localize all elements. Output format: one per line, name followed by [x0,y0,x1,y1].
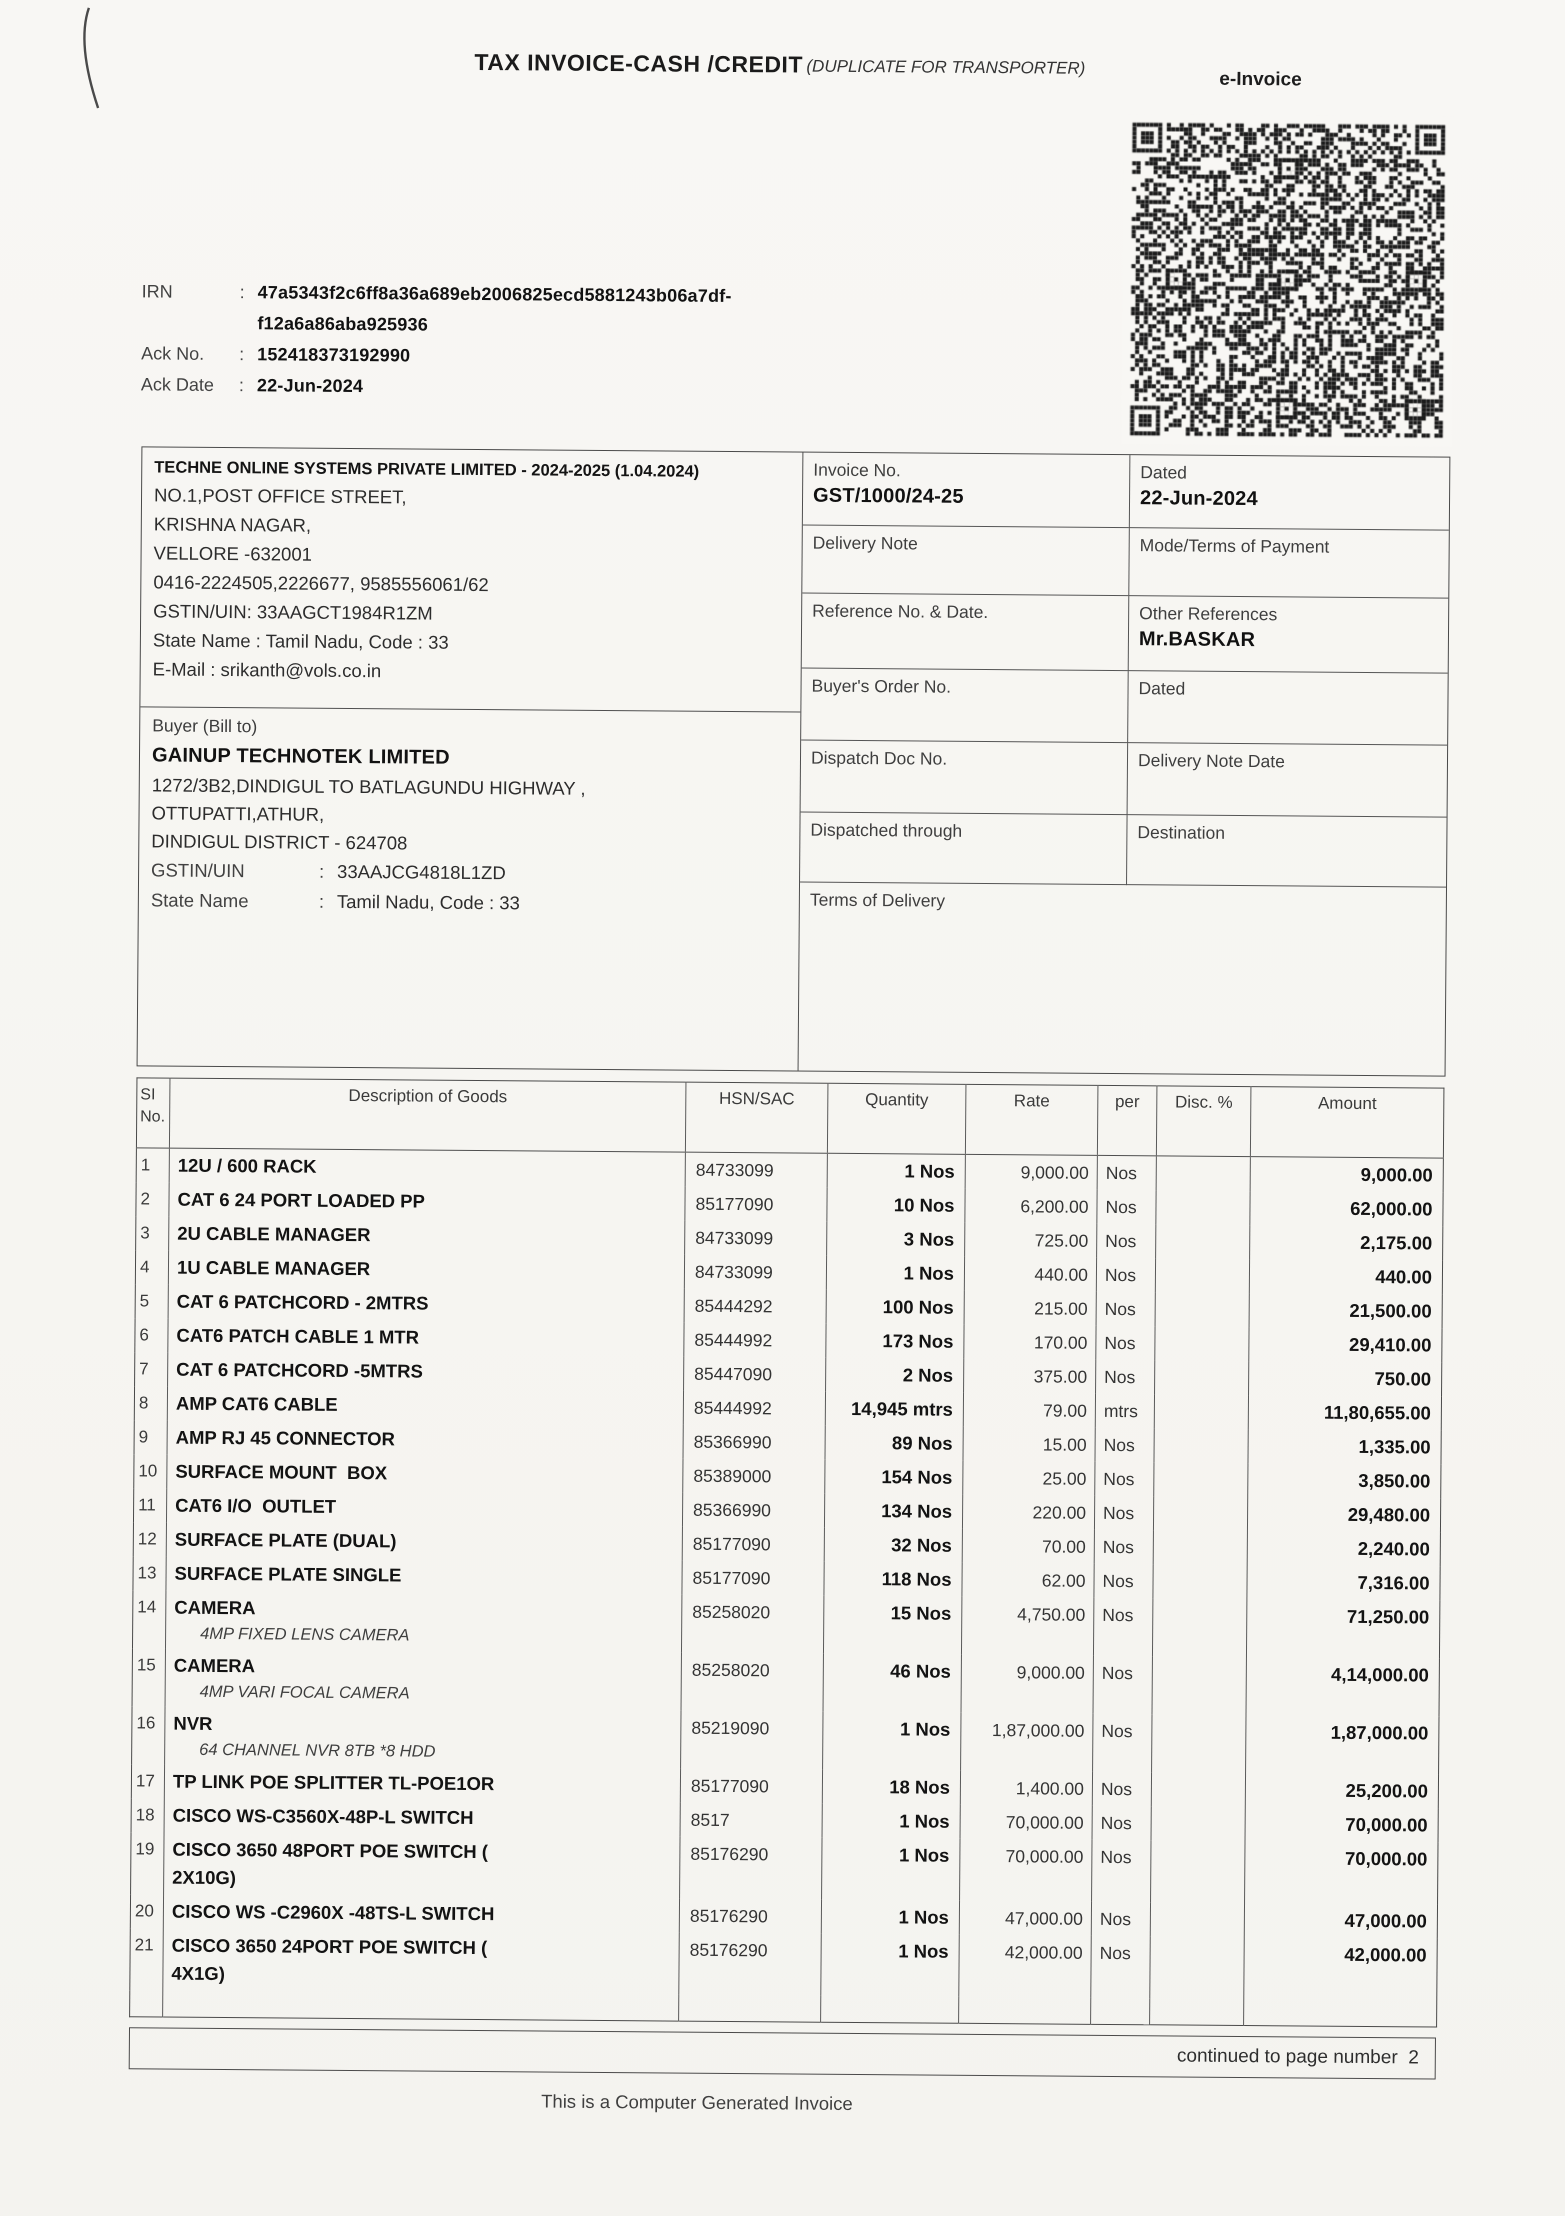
buyer-state-row [151,885,789,920]
colon: : [239,344,245,365]
duplicate-label: (DUPLICATE FOR TRANSPORTER) [806,56,1086,78]
buyer-address-line: DINDIGUL DISTRICT - 624708 [151,830,408,854]
table-row: 6 CAT6 PATCH CABLE 1 MTR 85444992 173 Nos 170.00 Nos 29,410.00 [135,1318,1442,1362]
einvoice-label: e-Invoice [1219,68,1302,91]
irn-block [141,276,732,405]
seller-state-line: State Name : Tamil Nadu, Code : 33 [152,629,449,653]
table-row: 3 2U CABLE MANAGER 84733099 3 Nos 725.00 Nos 2,175.00 [136,1216,1443,1260]
seller-address-line: KRISHNA NAGAR, [153,513,312,536]
header-quantity: Quantity [827,1083,966,1154]
items-table [129,1077,1444,2027]
table-row: 17 TP LINK POE SPLITTER TL-POE1OR 85177090 18 Nos 1,400.00 Nos 25,200.00 [131,1764,1438,1808]
page-title: TAX INVOICE-CASH /CREDIT [474,48,804,78]
meta-cell-invoice-no: Invoice No. GST/1000/24-25 [803,453,1130,529]
table-row: 20 CISCO WS -C2960X -48TS-L SWITCH 85176290 1 Nos 47,000.00 Nos 47,000.00 [130,1894,1437,1938]
seller-address-line: NO.1,POST OFFICE STREET, [153,484,407,508]
table-row: 19 CISCO 3650 48PORT POE SWITCH ( 2X10G) 85176290 1 Nos 70,000.00 Nos 70,000.00 [131,1832,1438,1904]
ack-no-label: Ack No. [141,343,205,364]
header-hsn: HSN/SAC [685,1082,828,1153]
table-row: 12 SURFACE PLATE (DUAL) 85177090 32 Nos 70.00 Nos 2,240.00 [133,1522,1440,1566]
meta-cell-delivery-note: Delivery Note [802,526,1129,597]
colon: : [318,890,325,912]
seller-email-line: E-Mail : srikanth@vols.co.in [152,658,382,682]
table-row: 14 CAMERA 4MP FIXED LENS CAMERA 85258020 15 Nos 4,750.00 Nos 71,250.00 [132,1590,1439,1658]
qr-code [1121,114,1454,447]
seller-gstin-line: GSTIN/UIN: 33AAGCT1984R1ZM [153,600,433,624]
pen-stroke [58,2,119,117]
buyer-address-line: 1272/3B2,DINDIGUL TO BATLAGUNDU HIGHWAY , [151,774,586,799]
seller-name: TECHNE ONLINE SYSTEMS PRIVATE LIMITED - 2024-2025 (1.04.2024) [154,458,700,481]
table-row: 5 CAT 6 PATCHCORD - 2MTRS 85444292 100 Nos 215.00 Nos 21,500.00 [135,1284,1442,1328]
colon: : [238,375,245,396]
table-row: 1 12U / 600 RACK 84733099 1 Nos 9,000.00 Nos 9,000.00 [136,1148,1443,1193]
buyer-section-label: Buyer (Bill to) [152,715,258,737]
ack-date-value: 22-Jun-2024 [256,375,364,397]
table-row: 8 AMP CAT6 CABLE 85444992 14,945 mtrs 79.00 mtrs 11,80,655.00 [134,1386,1441,1430]
irn-value-line2: f12a6a86aba925936 [257,313,429,335]
ack-no-row [141,338,731,374]
buyer-state-label: State Name [150,889,249,912]
party-column [138,447,803,1070]
table-row: 15 CAMERA 4MP VARI FOCAL CAMERA 85258020 46 Nos 9,000.00 Nos 4,14,000.00 [132,1648,1439,1716]
meta-cell-dispatch-doc: Dispatch Doc No. [801,741,1128,816]
items-section [128,1077,1445,2119]
meta-cell-terms-of-delivery: Terms of Delivery [809,889,946,911]
ack-no-value: 152418373192990 [257,344,411,366]
buyer-name: GAINUP TECHNOTEK LIMITED [151,744,450,769]
table-row: 11 CAT6 I/O OUTLET 85366990 134 Nos 220.00 Nos 29,480.00 [133,1488,1440,1532]
buyer-gstin-row [151,855,789,890]
upper-grid [137,446,1451,1076]
table-row: 18 CISCO WS-C3560X-48P-L SWITCH 8517 1 Nos 70,000.00 Nos 70,000.00 [131,1798,1438,1842]
meta-cell-reference: Reference No. & Date. [802,594,1129,672]
meta-cell-delivery-note-date: Delivery Note Date [1127,743,1448,818]
header-sl: SI No. [136,1078,170,1148]
irn-label: IRN [141,281,173,302]
seller-phone-line: 0416-2224505,2226677, 9585556061/62 [153,571,489,596]
ack-date-label: Ack Date [140,374,215,395]
seller-box [140,447,802,712]
table-header-row [136,1078,1444,1158]
irn-row [142,276,732,312]
buyer-box [138,707,801,1070]
header-rate: Rate [965,1084,1098,1155]
buyer-address-line: OTTUPATTI,ATHUR, [151,802,325,825]
table-row: 10 SURFACE MOUNT BOX 85389000 154 Nos 25.00 Nos 3,850.00 [134,1454,1441,1498]
table-row: 2 CAT 6 24 PORT LOADED PP 85177090 10 Nos 6,200.00 Nos 62,000.00 [136,1182,1443,1226]
meta-cell-payment-terms: Mode/Terms of Payment [1128,528,1449,599]
buyer-gstin-label: GSTIN/UIN [151,859,245,882]
table-row: 21 CISCO 3650 24PORT POE SWITCH ( 4X1G) 85176290 1 Nos 42,000.00 Nos 42,000.00 [130,1928,1437,2000]
items-tbody [130,1148,1444,2027]
header-disc: Disc. % [1156,1086,1251,1157]
buyer-state-value: Tamil Nadu, Code : 33 [336,890,520,914]
colon: : [319,860,325,882]
table-row: 4 1U CABLE MANAGER 84733099 1 Nos 440.00 Nos 440.00 [135,1250,1442,1294]
table-row: 7 CAT 6 PATCHCORD -5MTRS 85447090 2 Nos 375.00 Nos 750.00 [135,1352,1442,1396]
continued-text: continued to page number 2 [1176,2045,1419,2068]
irn-value-line1: 47a5343f2c6ff8a36a689eb2006825ecd5881243b06a7df- [257,282,732,306]
buyer-gstin-value: 33AAJCG4818L1ZD [337,860,506,884]
table-row: 13 SURFACE PLATE SINGLE 85177090 118 Nos 62.00 Nos 7,316.00 [133,1556,1440,1600]
invoice-meta-grid [798,453,1450,1076]
table-row: 9 AMP RJ 45 CONNECTOR 85366990 89 Nos 15.00 Nos 1,335.00 [134,1420,1441,1464]
generated-note: This is a Computer Generated Invoice [541,2090,853,2114]
meta-cell-dated: Dated 22-Jun-2024 [1129,455,1450,531]
header-description: Description of Goods [169,1078,686,1152]
header-per: per [1097,1085,1157,1155]
meta-cell-dispatched-through: Dispatched through [800,813,1127,886]
meta-cell-order-dated: Dated [1127,671,1448,746]
header-amount: Amount [1250,1087,1444,1159]
meta-cell-destination: Destination [1126,815,1447,888]
colon: : [239,282,245,303]
seller-address-line: VELLORE -632001 [153,542,313,565]
continued-strip [129,2027,1436,2079]
irn-row-2 [141,307,731,343]
ack-date-row [141,369,731,405]
table-row: 16 NVR 64 CHANNEL NVR 8TB *8 HDD 85219090 1 Nos 1,87,000.00 Nos 1,87,000.00 [132,1706,1439,1774]
meta-cell-buyers-order: Buyer's Order No. [801,669,1128,744]
meta-cell-other-references: Other References Mr.BASKAR [1128,596,1449,674]
